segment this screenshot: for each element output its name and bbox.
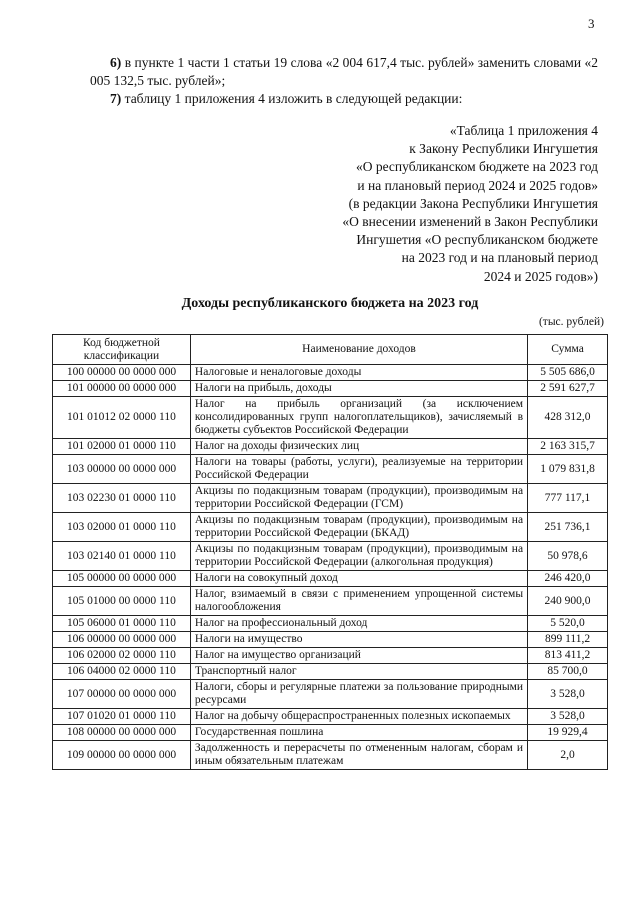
caption-line: и на плановый период 2024 и 2025 годов» (357, 177, 598, 193)
sum-cell: 251 736,1 (528, 513, 608, 542)
amendment-6-text: в пункте 1 части 1 статьи 19 слова «2 004 617,4 тыс. рублей» заменить словами «2 005 132,5 тыс. рублей»; (90, 55, 598, 88)
header-sum: Сумма (528, 335, 608, 365)
table-row (53, 484, 608, 513)
header-code: Код бюджетной классификации (53, 335, 191, 365)
sum-cell: 2 163 315,7 (528, 439, 608, 455)
table-caption (278, 122, 598, 286)
name-cell: Акцизы по подакцизным товарам (продукции), производимым на территории Российской Федерации (БКАД) (190, 513, 527, 542)
code-cell: 105 01000 00 0000 110 (53, 587, 191, 616)
sum-cell: 813 411,2 (528, 648, 608, 664)
name-cell: Налог на прибыль организаций (за исключением консолидированных групп налогоплательщиков), зачисляемый в бюджеты субъектов Российской Федерации (190, 397, 527, 439)
name-cell: Налог на добычу общераспространенных полезных ископаемых (190, 709, 527, 725)
units-label: (тыс. рублей) (538, 316, 604, 328)
sum-cell: 246 420,0 (528, 571, 608, 587)
name-cell: Транспортный налог (190, 664, 527, 680)
header-name: Наименование доходов (190, 335, 527, 365)
table-row (53, 632, 608, 648)
sum-cell: 1 079 831,8 (528, 455, 608, 484)
sum-cell: 5 520,0 (528, 616, 608, 632)
table-title: Доходы республиканского бюджета на 2023 год (181, 296, 479, 311)
code-cell: 103 02140 01 0000 110 (53, 542, 191, 571)
caption-line: «Таблица 1 приложения 4 (449, 123, 598, 138)
name-cell: Акцизы по подакцизным товарам (продукции), производимым на территории Российской Федерации (ГСМ) (190, 484, 527, 513)
code-cell: 105 00000 00 0000 000 (53, 571, 191, 587)
income-table (52, 334, 608, 770)
table-row (53, 571, 608, 587)
sum-cell: 3 528,0 (528, 680, 608, 709)
table-body (53, 365, 608, 770)
table-row (53, 542, 608, 571)
name-cell: Налоговые и неналоговые доходы (190, 365, 527, 381)
table-row (53, 381, 608, 397)
sum-cell: 2,0 (528, 741, 608, 770)
name-cell: Налоги на прибыль, доходы (190, 381, 527, 397)
caption-line: «О республиканском бюджете на 2023 год (355, 159, 598, 175)
code-cell: 103 02000 01 0000 110 (53, 513, 191, 542)
table-row (53, 741, 608, 770)
name-cell: Налоги на совокупный доход (190, 571, 527, 587)
code-cell: 105 06000 01 0000 110 (53, 616, 191, 632)
name-cell: Налог на профессиональный доход (190, 616, 527, 632)
table-row (53, 664, 608, 680)
code-cell: 106 02000 02 0000 110 (53, 648, 191, 664)
code-cell: 108 00000 00 0000 000 (53, 725, 191, 741)
sum-cell: 19 929,4 (528, 725, 608, 741)
table-row (53, 680, 608, 709)
amendment-7-label: 7) (110, 91, 122, 106)
code-cell: 109 00000 00 0000 000 (53, 741, 191, 770)
amendment-7-text: таблицу 1 приложения 4 изложить в следующей редакции: (124, 91, 463, 106)
code-cell: 106 00000 00 0000 000 (53, 632, 191, 648)
caption-line: к Закону Республики Ингушетия (409, 141, 598, 157)
sum-cell: 3 528,0 (528, 709, 608, 725)
code-cell: 107 00000 00 0000 000 (53, 680, 191, 709)
code-cell: 103 02230 01 0000 110 (53, 484, 191, 513)
code-cell: 107 01020 01 0000 110 (53, 709, 191, 725)
table-row (53, 587, 608, 616)
name-cell: Налоги, сборы и регулярные платежи за пользование природными ресурсами (190, 680, 527, 709)
table-row (53, 439, 608, 455)
code-cell: 101 01012 02 0000 110 (53, 397, 191, 439)
code-cell: 101 00000 00 0000 000 (53, 381, 191, 397)
sum-cell: 899 111,2 (528, 632, 608, 648)
table-row (53, 709, 608, 725)
name-cell: Налог, взимаемый в связи с применением упрощенной системы налогообложения (190, 587, 527, 616)
name-cell: Налоги на имущество (190, 632, 527, 648)
page-number: 3 (588, 16, 595, 31)
name-cell: Акцизы по подакцизным товарам (продукции), производимым на территории Российской Федерации (алкогольная продукция) (190, 542, 527, 571)
code-cell: 100 00000 00 0000 000 (53, 365, 191, 381)
sum-cell: 85 700,0 (528, 664, 608, 680)
name-cell: Налоги на товары (работы, услуги), реализуемые на территории Российской Федерации (190, 455, 527, 484)
amendment-6-label: 6) (110, 55, 122, 70)
caption-line: 2024 и 2025 годов») (483, 268, 598, 284)
caption-line: «О внесении изменений в Закон Республики (342, 214, 598, 230)
code-cell: 106 04000 02 0000 110 (53, 664, 191, 680)
sum-cell: 5 505 686,0 (528, 365, 608, 381)
name-cell: Налог на имущество организаций (190, 648, 527, 664)
table-header-row (53, 335, 608, 365)
sum-cell: 240 900,0 (528, 587, 608, 616)
table-row (53, 648, 608, 664)
sum-cell: 2 591 627,7 (528, 381, 608, 397)
amendment-7 (110, 90, 598, 108)
table-row (53, 455, 608, 484)
name-cell: Налог на доходы физических лиц (190, 439, 527, 455)
code-cell: 103 00000 00 0000 000 (53, 455, 191, 484)
sum-cell: 50 978,6 (528, 542, 608, 571)
code-cell: 101 02000 01 0000 110 (53, 439, 191, 455)
caption-line: Ингушетия «О республиканском бюджете (356, 232, 598, 248)
table-row (53, 616, 608, 632)
name-cell: Государственная пошлина (190, 725, 527, 741)
table-row (53, 725, 608, 741)
name-cell: Задолженность и перерасчеты по отмененным налогам, сборам и иным обязательным платежам (190, 741, 527, 770)
table-row (53, 513, 608, 542)
sum-cell: 777 117,1 (528, 484, 608, 513)
table-row (53, 365, 608, 381)
sum-cell: 428 312,0 (528, 397, 608, 439)
amendment-6 (90, 54, 598, 90)
table-row (53, 397, 608, 439)
caption-line: (в редакции Закона Республики Ингушетия (348, 195, 598, 211)
caption-line: на 2023 год и на плановый период (401, 250, 598, 266)
